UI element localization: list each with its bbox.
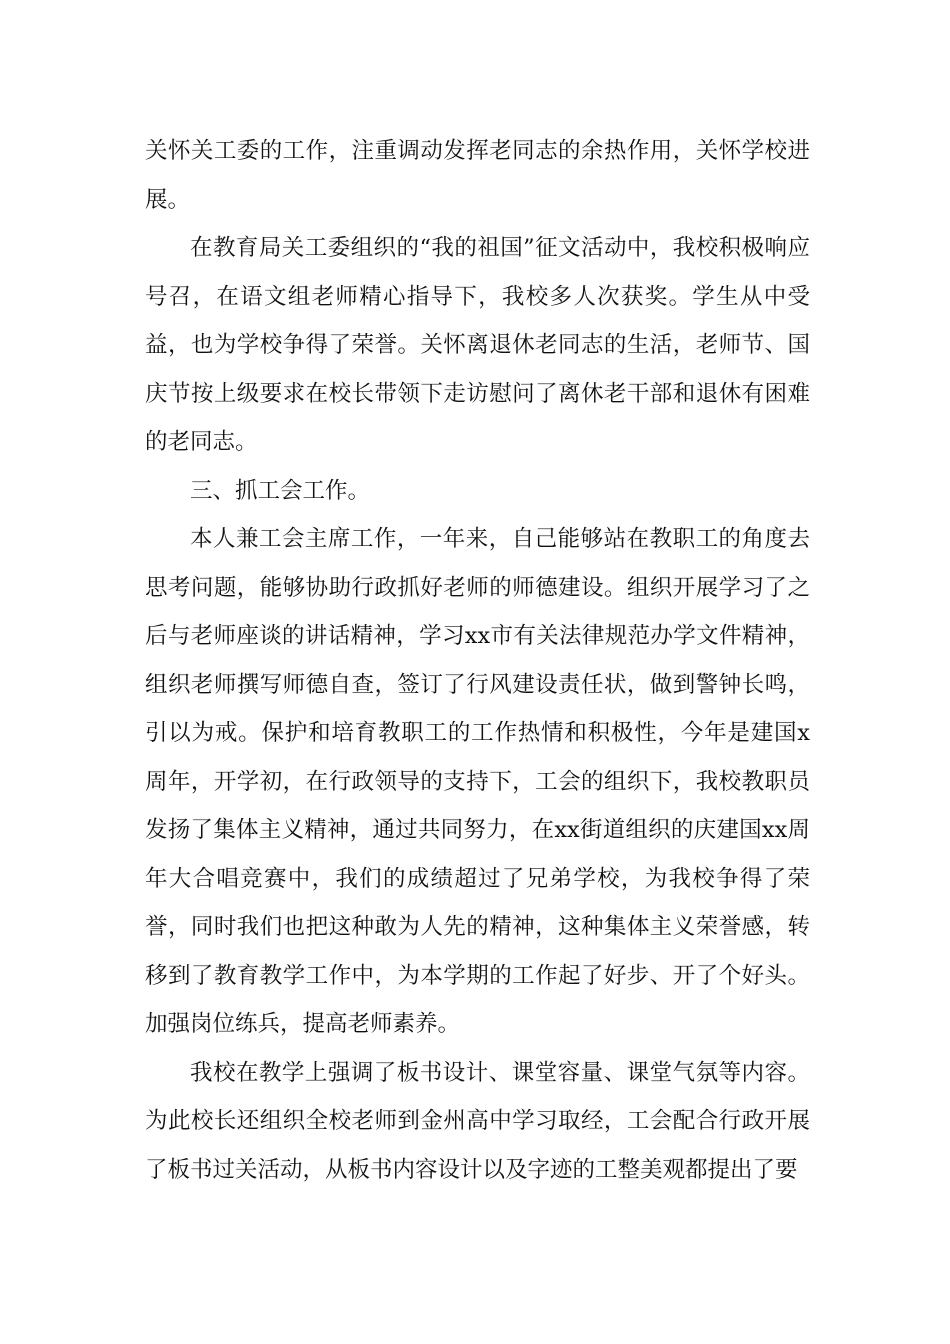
paragraph-1: 关怀关工委的工作，注重调动发挥老同志的余热作用，关怀学校进展。: [145, 138, 810, 213]
paragraph-2: 在教育局关工委组织的“我的祖国”征文活动中，我校积极响应号召，在语文组老师精心指导下，我校多人次获奖。学生从中受益，也为学校争得了荣誉。关怀离退休老同志的生活，老师节、国庆节按上级要求在校长带领下走访慰问了离休老干部和退休有困难的老同志。: [145, 235, 810, 455]
paragraph-3: 本人兼工会主席工作，一年来，自己能够站在教职工的角度去思考问题，能够协助行政抓好老师的师德建设。组织开展学习了之后与老师座谈的讲话精神，学习xx市有关法律规范办学文件精神，组织老师撰写师德自查，签订了行风建设责任状，做到警钟长鸣，引以为戒。保护和培育教职工的工作热情和积极性，今年是建国x周年，开学初，在行政领导的支持下，工会的组织下，我校教职员发扬了集体主义精神，通过共同努力，在xx街道组织的庆建国xx周年大合唱竞赛中，我们的成绩超过了兄弟学校，为我校争得了荣誉，同时我们也把这种敢为人先的精神，这种集体主义荣誉感，转移到了教育教学工作中，为本学期的工作起了好步、开了个好头。加强岗位练兵，提高老师素养。: [145, 526, 810, 1037]
paragraph-4: 我校在教学上强调了板书设计、课堂容量、课堂气氛等内容。为此校长还组织全校老师到金州高中学习取经，工会配合行政开展了板书过关活动，从板书内容设计以及字迹的工整美观都提出了要: [145, 1059, 810, 1183]
section-heading-union-work: 三、抓工会工作。: [190, 477, 371, 504]
document-body: [145, 127, 810, 1194]
